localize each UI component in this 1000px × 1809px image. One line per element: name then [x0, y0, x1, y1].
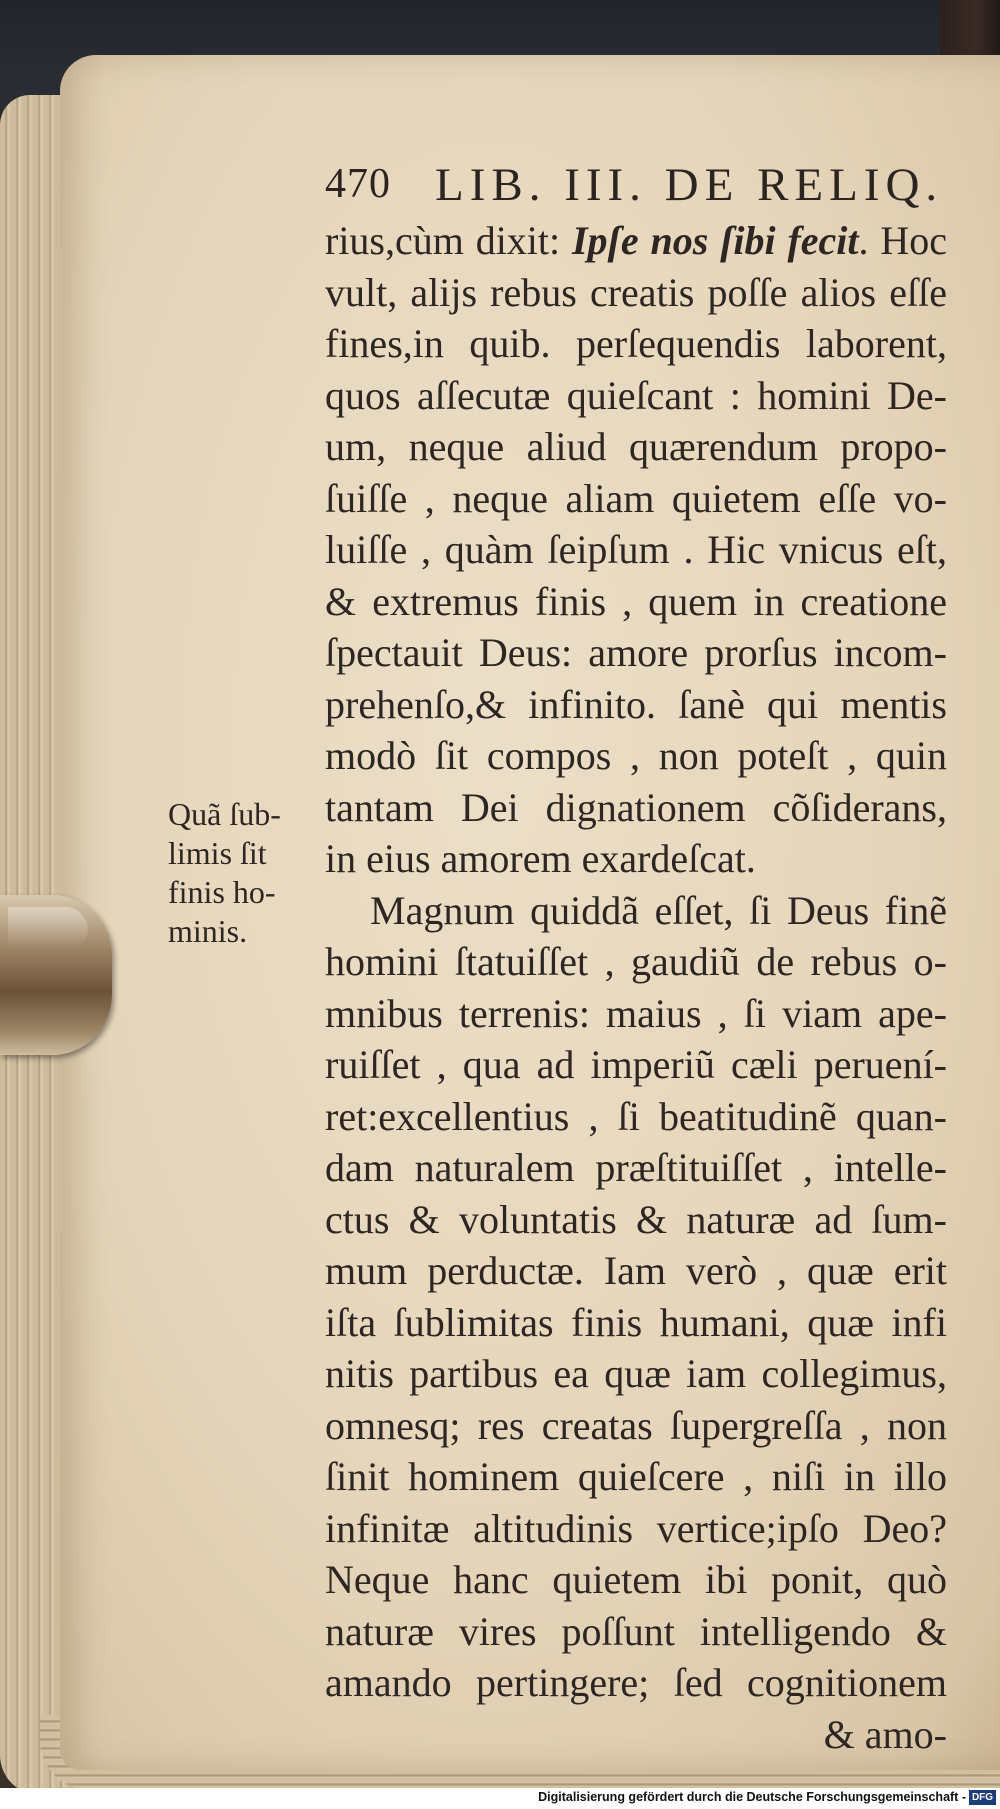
text-line: fines,in quib. perſequendis laborent,: [325, 321, 947, 366]
text-line: dam naturalem præſtituiſſet , intelle-: [325, 1145, 947, 1190]
text-line: nitis partibus ea quæ iam collegimus,: [325, 1351, 947, 1396]
text-line: prehenſo,& infinito. ſanè qui mentis: [325, 681, 947, 727]
marginal-note-line: limis ſit: [168, 835, 267, 871]
digitization-note: Digitalisierung gefördert durch die Deutsche Forschungsgemeinschaft -: [538, 1790, 966, 1804]
catchword: & amo-: [823, 1711, 947, 1757]
text-line: amando pertingere; ſed cognitionem: [325, 1660, 947, 1705]
paragraph-end-line: in eius amorem exardeſcat.: [325, 836, 756, 881]
text-line: infinitæ altitudinis vertice;ipſo Deo?: [325, 1505, 947, 1551]
text-line: ſinit hominem quieſcere , niſi in illo: [325, 1454, 947, 1499]
dfg-logo: DFG: [969, 1790, 996, 1805]
paragraph-start-line: Magnum quiddã eſſet, ſi Deus finẽ: [370, 887, 947, 933]
page-header: [325, 160, 945, 216]
marginal-note-line: Quã ſub-: [168, 796, 281, 832]
text-line: ſpectauit Deus: amore prorſus incom-: [325, 630, 947, 675]
text-line: tantam Dei dignationem cõſiderans,: [325, 784, 947, 830]
text-line: Neque hanc quietem ibi ponit, quò: [325, 1557, 947, 1602]
text-line: & extremus finis , quem in creatione: [325, 578, 947, 624]
clasp-sheen: [8, 907, 88, 947]
text-line: mnibus terrenis: maius , ſi viam ape-: [325, 990, 947, 1036]
text-line: ſuiſſe , neque aliam quietem eſſe vo-: [325, 475, 947, 521]
marginal-note: [168, 795, 318, 951]
text-line: iſta ſublimitas finis humani, quæ infi: [325, 1299, 947, 1345]
marginal-note-line: minis.: [168, 913, 248, 949]
text-line: ret:excellentius , ſi beatitudinẽ quan-: [325, 1093, 947, 1139]
book-clasp: [0, 895, 112, 1055]
text-line: quos aſſecutæ quieſcant : homini De-: [325, 372, 947, 418]
marginal-note-line: finis ho-: [168, 874, 276, 910]
text-line: ruiſſet , qua ad imperiũ cæli peruení-: [325, 1042, 947, 1087]
text-line: vult, alijs rebus creatis poſſe alios eſſe: [325, 269, 947, 315]
running-head: LIB. III. DE RELIQ.: [435, 159, 944, 211]
page-number: 470: [325, 161, 391, 207]
text-line: luiſſe , quàm ſeipſum . Hic vnicus eſt,: [325, 527, 947, 572]
text-line: um, neque aliud quærendum propo-: [325, 424, 947, 469]
text-line: mum perductæ. Iam verò , quæ erit: [325, 1248, 947, 1293]
text-line: naturæ vires poſſunt intelligendo &: [325, 1608, 947, 1654]
text-line: omnesq; res creatas ſupergreſſa , non: [325, 1402, 947, 1448]
body-text: [325, 215, 947, 1760]
text-line: rius,cùm dixit: Ipſe nos ſibi fecit. Hoc: [325, 218, 947, 263]
quotation: Ipſe nos ſibi fecit: [571, 218, 859, 263]
text-line: modò ſit compos , non poteſt , quin: [325, 733, 947, 778]
text-line: ctus & voluntatis & naturæ ad ſum-: [325, 1196, 947, 1242]
text-line: homini ſtatuiſſet , gaudiũ de rebus o-: [325, 939, 947, 984]
